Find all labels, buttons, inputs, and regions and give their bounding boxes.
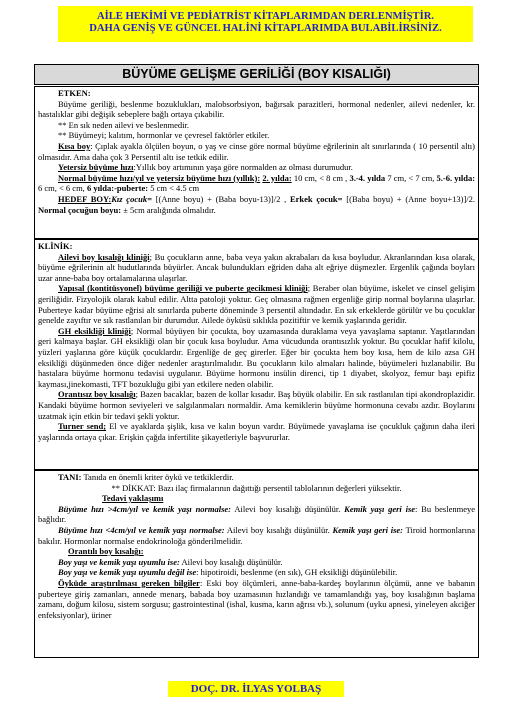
page-title: BÜYÜME GELİŞME GERİLİĞİ (BOY KISALIĞI): [34, 64, 479, 85]
banner-line-1: AİLE HEKİMİ VE PEDİATRİST KİTAPLARIMDAN DERLENMİŞTİR.: [96, 11, 435, 22]
ailevi-boy-kisaligi: Ailevi boy kısalığı kliniği; Bu çocukların anne, baba veya yakın akrabaları da kısa boyludur. Akranlarından kısa olarak, büyüme eğrilerinin alt hudutlarında büyürler. Ancak bulundukları eğriden daha alt eğriye düşmezler. Ergenlik çağında boyları uzar anne-baba boy ortalamalarına ulaşırlar.: [38, 251, 476, 283]
klinik-section: [34, 239, 479, 470]
yetersiz-buyume-definition: Yetersiz büyüme hızı:Yıllık boy artımının yaşa göre normalden az olması durumudur.: [58, 162, 353, 173]
etken-section: [34, 86, 479, 239]
tedavi-heading: Tedavi yaklaşımı: [102, 493, 164, 504]
banner-line-2: DAHA GENİŞ VE GÜNCEL HALİNİ KİTAPLARIMDA BULABİLİRSİNİZ.: [89, 23, 442, 34]
tani-heading-line: TANI: Tanıda en önemli kriter öykü ve tetkiklerdir.: [58, 472, 234, 482]
normal-buyume-hizi: Normal büyüme hızı/yıl ve yetersiz büyüme hızı (yıllık): 2. yılda: 10 cm, < 8 cm , 3.-4. yılda 7 cm, < 7 cm, 5.-6. yılda: 6 cm, < 6 cm, 6 yılda:-puberte: 5 cm < 4.5 cm: [38, 172, 476, 194]
tedavi-item-2: Büyüme hızı <4cm/yıl ve kemik yaşı normalse: Ailevi boy kısalığı düşünülür. Kemik yaşı geri ise: Tiroid hormonlarına bakılır. Hormonlar normalse endokrinoloğa gönderilmelidir.: [38, 524, 476, 546]
orantisiz-boy-kisaligi: Orantısız boy kısalığı; Bazen bacaklar, bazen de kollar kısadır. Baş büyük olabilir. En sık rastlanılan tipi akondroplazidir. Kandaki büyüme hormon seviyeleri ve salgılanmaları normaldir. Ama kemiklerin büyüme hormonuna cevabı azdır. Boylarını uzatmak için etkin bir tedavi şekli yoktur.: [38, 389, 475, 421]
hedef-boy: HEDEF BOY:Kız çocuk= [(Anne boyu) + (Baba boyu-13)]/2 , Erkek çocuk= [(Baba boyu) + (Anne boyu+13)]/2. Normal çocuğun boyu: ± 5cm aralığında olmalıdır.: [38, 193, 476, 215]
turner-sendromu: Turner send; El ve ayaklarda şişlik, kısa ve kalın boyun vardır. Büyümede yavaşlama ise çocukluk çağının daha ileri yaşlarında ortaya çıkar. Erişkin çağda infertilite şikayetleriyle başvururlar.: [38, 421, 476, 442]
oykude-arastirilacaklar: Öyküde araştırılması gereken bilgiler: Eski boy ölçümleri, anne-baba-kardeş boylarının ölçümü, anne ve babanın puberteye giriş zamanları, annede menarş, babada boy uzamasının hızlandığı ve tamamlandığı yaş, boy kısalığının başlama zamanı, doğum kilosu, sistem sorgusu; gastrointestinal (ishal, kusma, karın ağrısı vb.), solunum (uyku apnesi, yineleyen akciğer enfeksiyonlar), üriner: [38, 577, 476, 620]
yapisal-buyume-geriligi: Yapısal (kontitüsyonel) büyüme geriliği ve puberte gecikmesi kliniği; Beraber olan büyüme, iskelet ve cinsel gelişim geriliğidir. Fizyolojik olarak kabul edilir. Altta patoloji yoktur. Geç olmasına rağmen ergenliğe girip normal boylarına ulaşırlar. Puberteye kadar büyüme eğrisi alt sınırlarda puberte döneminde 3 persentil altındadır. En sık erkeklerde görülür ve bu çocuklar genelde zayıftır ve sık rastlanılan bir durumdur. Ailede öyküsü sıklıkla pozitiftir ve kemik yaşlarında geridir.: [38, 283, 475, 326]
kisa-boy-definition: Kısa boy: Çıplak ayakla ölçülen boyun, o yaş ve cinse göre normal büyüme eğrilerinin alt sınırlarında ( 10 persentil altı) olmasıdır. Ama daha çok 3 Persentil altı ise tetkik edilir.: [38, 140, 475, 162]
tani-section: [34, 470, 479, 658]
tedavi-item-1: Büyüme hızı >4cm/yıl ve kemik yaşı normalse: Ailevi boy kısalığı düşünülür. Kemik yaşı geri ise: Bu beslenmeye bağlıdır.: [38, 503, 476, 525]
orantili-heading: Orantılı boy kısalığı:: [68, 546, 144, 557]
dikkat-note: ** DİKKAT: Bazı ilaç firmalarının dağıttığı persentil tablolarının değerleri yüksektir.: [111, 482, 402, 493]
etken-heading: ETKEN:: [58, 88, 91, 98]
header-banner: [58, 6, 473, 42]
orantili-item-2: Boy yaşı ve kemik yaşı uyumlu değil ise: hipotiroidi, beslenme (en sık), GH eksikliği düşünülebilir.: [58, 567, 398, 578]
gh-eksikligi: GH eksikliği kliniği; Normal büyüyen bir çocukta, boy uzamasında duraklama veya yavaşlama saptanır. Yaşıtlarından geri kalmaya başlar. GH eksikliği olan bir çocuk kısa boyludur. Ama vücudunda orantısızlık yoktur. Bu çocuklar hafif kilolu, yüzleri yaşlarına göre küçük çocuklardır. Ergenliğe de geç girerler. Eğer bir çocukta hem boy kısa, hem de kilo azsa GH eksikliği düşünmeden önce diğer nedenler araştırılmalıdır. Bu çocukların kilo almaları halinde, büyümeleri hızlanabilir. Bu hastalara büyüme hormonu tedavisi uygulanır. Büyüme hormonu insülin direnci, tip 1 diyabet, skolyoz, femur başı epifiz kayması,jinekomasti, TFT bozukluğu gibi yan etkilere neden olabilir.: [38, 325, 475, 389]
etken-paragraph: Büyüme geriliği, beslenme bozuklukları, malobsorbsiyon, bağırsak parazitleri, hormonal nedenler, ailevi nedenler, kr. hastalıklar gibi değişik sebeplere bağlı ortaya çıkabilir.: [38, 98, 475, 120]
etken-note-1: ** En sık neden ailevi ve beslenmedir.: [58, 119, 190, 130]
orantili-item-1: Boy yaşı ve kemik yaşı uyumlu ise: Ailevi boy kısalığı düşünülür.: [58, 556, 283, 567]
klinik-heading: KLİNİK:: [38, 241, 73, 251]
etken-note-2: ** Büyümeyi; kalıtım, hormonlar ve çevresel faktörler etkiler.: [58, 130, 270, 141]
author-footer: DOÇ. DR. İLYAS YOLBAŞ: [168, 681, 344, 697]
